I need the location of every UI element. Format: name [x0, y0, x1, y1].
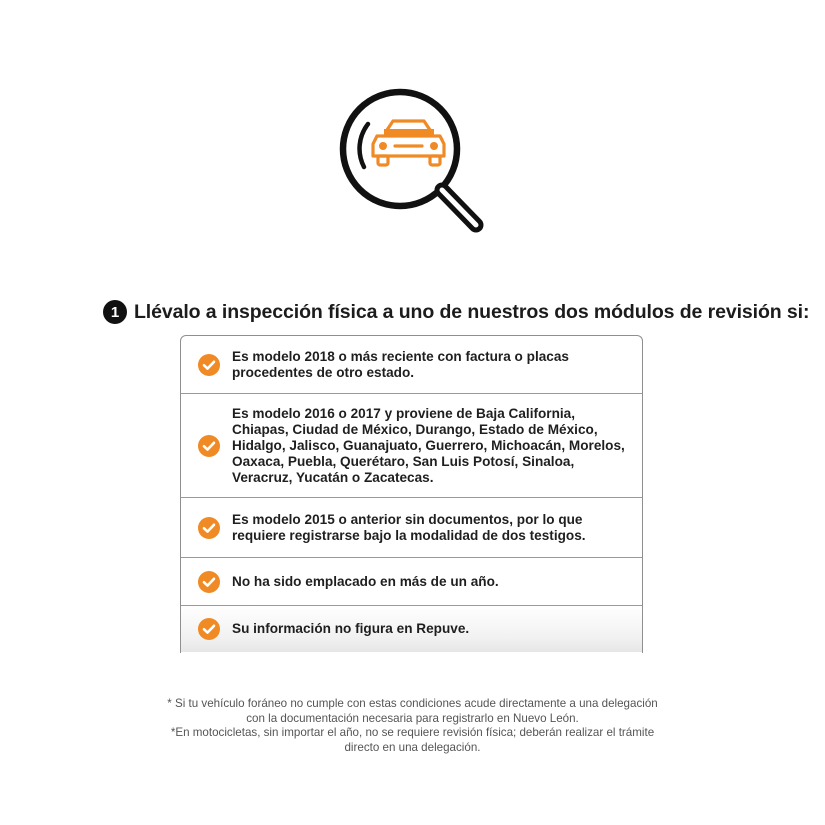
check-circle-icon: [198, 354, 220, 376]
heading-text: Llévalo a inspección física a uno de nuestros dos módulos de revisión si:: [134, 300, 810, 323]
requirement-text: Su información no figura en Repuve.: [232, 621, 470, 636]
check-circle-icon: [198, 517, 220, 539]
requirement-text: Es modelo 2016 o 2017 y proviene de Baja California, Chiapas, Ciudad de México, Durango, Estado de México, Hidalgo, Jalisco, Guanajuato, Guerrero, Michoacán, Morelos, Oaxaca, Puebla, Querétaro, San Luis Potosí, Sinaloa, Veracruz, Yucatán o Zacatecas.: [232, 405, 625, 485]
requirements-list: [180, 335, 643, 653]
requirement-text: Es modelo 2018 o más reciente con factura o placas procedentes de otro estado.: [232, 348, 569, 380]
magnifier-car-icon: [336, 86, 492, 238]
footnote-motorcycle: *En motocicletas, sin importar el año, no se requiere revisión física; deberán realizar el trámite directo en una delegación.: [170, 726, 655, 754]
check-circle-icon: [198, 571, 220, 593]
footnotes: [160, 697, 665, 755]
list-item: [181, 606, 642, 652]
list-item: [181, 394, 642, 498]
footnote-vehicle: * Si tu vehículo foráneo no cumple con estas condiciones acude directamente a una delegación con la documentación necesaria para registrarlo en Nuevo León.: [167, 697, 658, 725]
list-item: [181, 498, 642, 558]
step-number-badge: 1: [103, 300, 127, 324]
check-circle-icon: [198, 618, 220, 640]
list-item: [181, 558, 642, 606]
list-item: [181, 336, 642, 394]
requirement-text: No ha sido emplacado en más de un año.: [232, 573, 499, 589]
section-heading: [103, 297, 810, 327]
requirement-text: Es modelo 2015 o anterior sin documentos, por lo que requiere registrarse bajo la modalidad de dos testigos.: [232, 511, 586, 543]
check-circle-icon: [198, 435, 220, 457]
